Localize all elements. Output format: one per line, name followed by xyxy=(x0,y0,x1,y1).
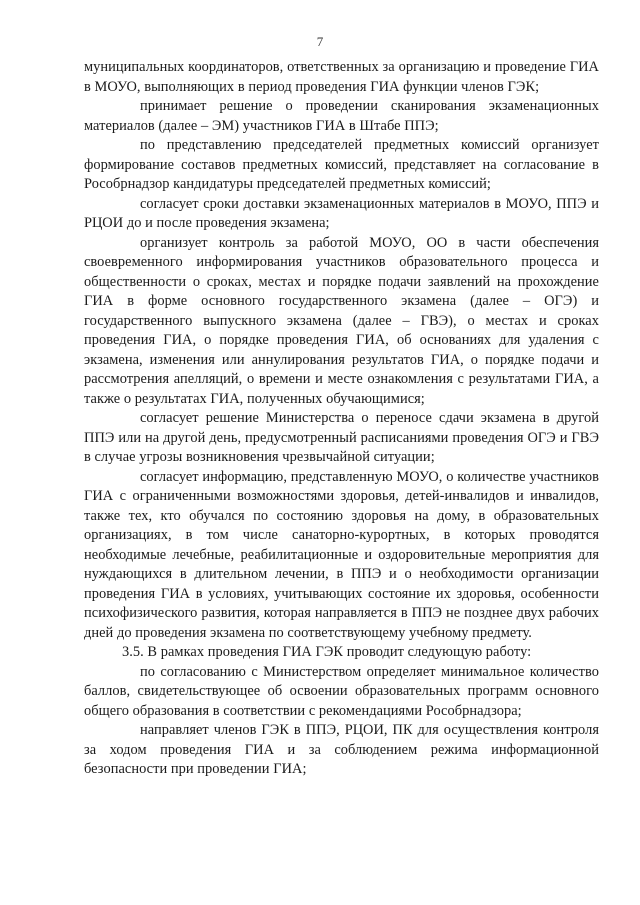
paragraph-special-needs: согласует информацию, представленную МОУО, о количестве участников ГИА с ограниченными возможностями здоровья, детей-инвалидов и инвалидов, также тех, кто обучался по состоянию здоровья на дому, в образовательных организациях, в том числе санаторно-курортных, в которых проводятся необходимые лечебные, реабилитационные и оздоровительные мероприятия для нуждающихся в длительном лечении, в ППЭ и о необходимости организации проведения ГИА в условиях, учитывающих состояние их здоровья, особенности психофизического развития, которая направляется в ППЭ не позднее двух рабочих дней до проведения экзамена по соответствующему учебному предмету. xyxy=(84,468,599,641)
page-number: 7 xyxy=(316,34,324,49)
paragraph-minimum-score: по согласованию с Министерством определяет минимальное количество баллов, свидетельствующее об освоении образовательных программ основного общего образования в соответствии с рекомендациями Рособрнадзора; xyxy=(84,663,599,719)
paragraph-gek-members: направляет членов ГЭК в ППЭ, РЦОИ, ПК для осуществления контроля за ходом проведения ГИА и за соблюдением режима информационной безопасности при проведении ГИА; xyxy=(84,722,599,777)
paragraph-continuation: муниципальных координаторов, ответственных за организацию и проведение ГИА в МОУО, выполняющих в период проведения ГИА функции членов ГЭК; xyxy=(84,59,599,95)
paragraph-subject-commissions: по представлению председателей предметных комиссий организует формирование составов предметных комиссий, представляет на согласование в Рособрнадзор кандидатуры председателей предметных комиссий; xyxy=(84,137,599,192)
document-body xyxy=(84,58,599,780)
paragraph-informing-control: организует контроль за работой МОУО, ОО в части обеспечения своевременного информирования участников образовательного процесса и общественности о сроках, местах и порядке подачи заявлений на прохождение ГИА в форме основного государственного экзамена (далее – ОГЭ) и государственного выпускного экзамена (далее – ГВЭ), о местах и сроках проведения ГИА, о порядке проведения ГИА, об основаниях для удаления с экзамена, изменения или аннулирования результатов ГИА, о порядке подачи и рассмотрения апелляций, о времени и месте ознакомления с результатами ГИА, а также о результатах ГИА, полученных обучающимися; xyxy=(84,234,599,407)
paragraph-scanning-decision: принимает решение о проведении сканирования экзаменационных материалов (далее – ЭМ) участников ГИА в Штабе ППЭ; xyxy=(84,98,599,134)
paragraph-delivery-dates: согласует сроки доставки экзаменационных материалов в МОУО, ППЭ и РЦОИ до и после проведения экзамена; xyxy=(84,195,599,231)
paragraph-exam-transfer: согласует решение Министерства о переносе сдачи экзамена в другой ППЭ или на другой день, предусмотренный расписаниями проведения ОГЭ и ГВЭ в случае угрозы возникновения чрезвычайной ситуации; xyxy=(84,410,599,465)
section-heading-3-5: 3.5. В рамках проведения ГИА ГЭК проводит следующую работу: xyxy=(122,644,532,660)
